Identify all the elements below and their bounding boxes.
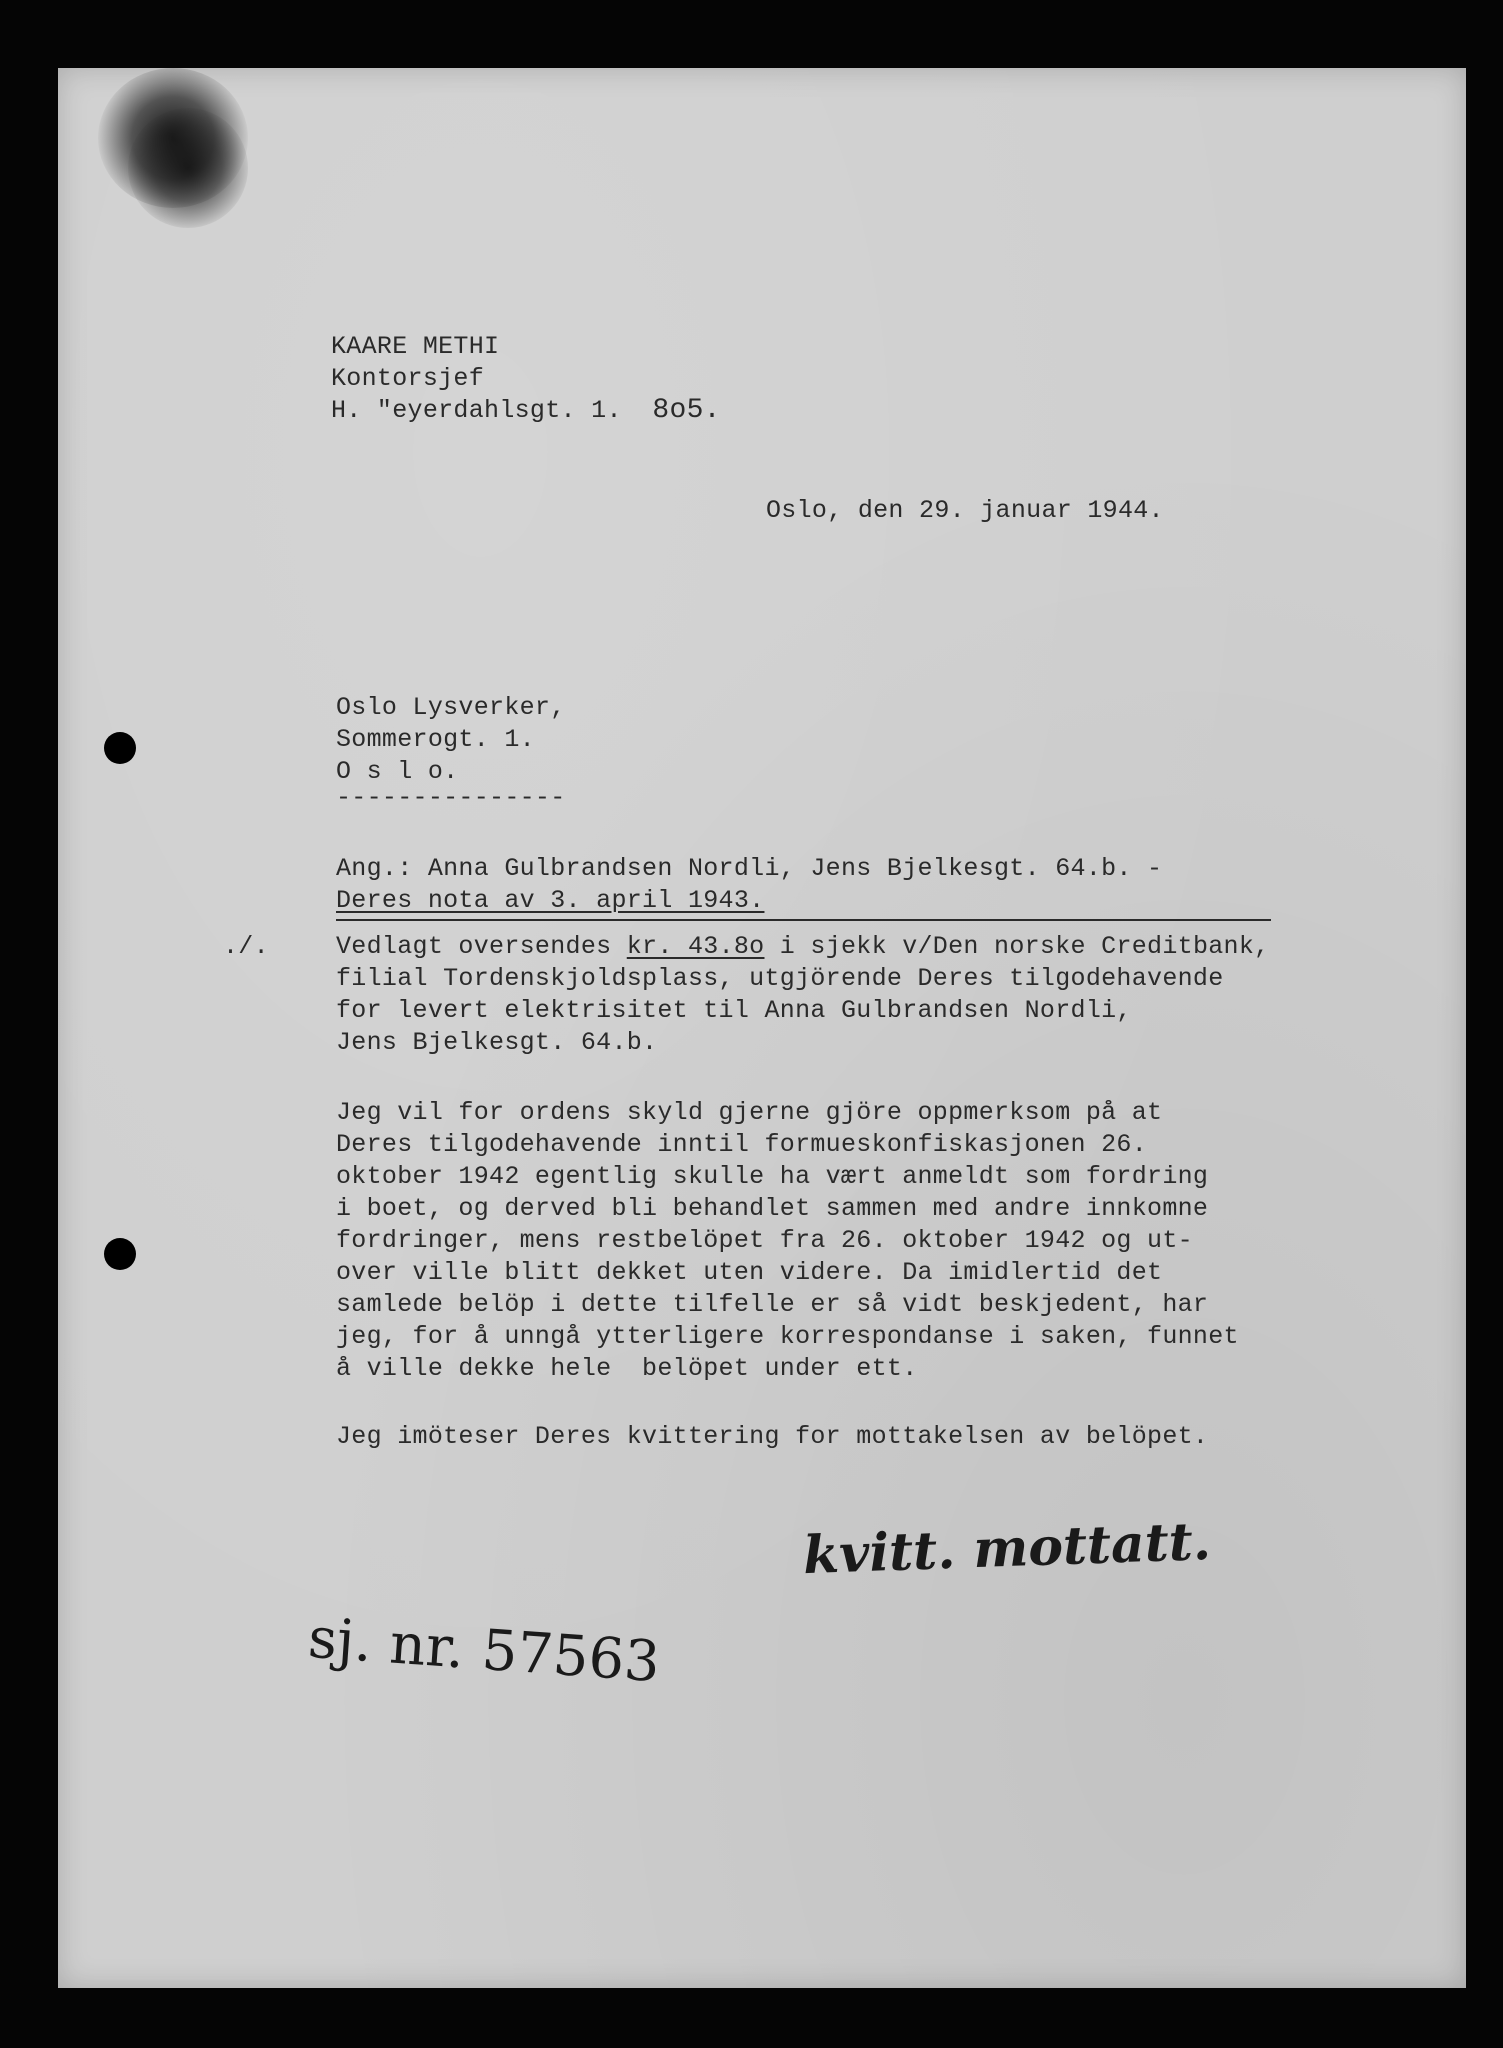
punch-hole <box>104 732 136 764</box>
recipient-line-2: Sommerogt. 1. <box>336 725 535 754</box>
ink-smudge <box>128 108 248 228</box>
paragraph-2-line-2: Deres tilgodehavende inntil formueskonfiskasjonen 26. <box>336 1130 1148 1159</box>
punch-hole <box>104 1238 136 1270</box>
recipient-line-1: Oslo Lysverker, <box>336 693 566 722</box>
paragraph-1-line-2: filial Tordenskjoldsplass, utgjörende Deres tilgodehavende <box>336 964 1224 993</box>
handwritten-journal-number: sj. nr. 57563 <box>306 1605 662 1696</box>
paragraph-2-line-4: i boet, og derved bli behandlet sammen med andre innkomne <box>336 1194 1209 1223</box>
p1-text: i sjekk v/Den norske Creditbank, <box>764 932 1270 961</box>
paragraph-2-line-6: over ville blitt dekket uten videre. Da imidlertid det <box>336 1258 1163 1287</box>
sender-name: KAARE METHI <box>331 332 500 361</box>
p1-text: Vedlagt oversendes <box>336 932 627 961</box>
subject-line-2: Deres nota av 3. april 1943. <box>336 886 765 915</box>
handwritten-receipt-note: kvitt. mottatt. <box>802 1510 1212 1587</box>
letter-page <box>58 68 1466 1988</box>
paragraph-2-line-3: oktober 1942 egentlig skulle ha vært anmeldt som fordring <box>336 1162 1209 1191</box>
amount: kr. 43.8o <box>626 932 765 961</box>
enclosure-mark: ./. <box>223 932 269 961</box>
paragraph-2-line-9: å ville dekke hele belöpet under ett. <box>336 1354 918 1383</box>
subject-rule <box>336 919 1271 921</box>
paragraph-1-line-1 <box>336 932 1269 962</box>
recipient-separator: --------------- <box>336 783 566 812</box>
paragraph-1-line-4: Jens Bjelkesgt. 64.b. <box>336 1028 658 1057</box>
paragraph-2-line-7: samlede belöp i dette tilfelle er så vidt beskjedent, har <box>336 1290 1209 1319</box>
recipient-line-3: O s l o. <box>336 757 459 786</box>
subject-line-1: Ang.: Anna Gulbrandsen Nordli, Jens Bjelkesgt. 64.b. - <box>336 854 1163 883</box>
paragraph-3: Jeg imöteser Deres kvittering for mottakelsen av belöpet. <box>336 1422 1209 1451</box>
paragraph-2-line-8: jeg, for å unngå ytterligere korrespondanse i saken, funnet <box>336 1322 1239 1351</box>
sender-address <box>331 396 721 426</box>
paragraph-2-line-1: Jeg vil for ordens skyld gjerne gjöre oppmerksom på at <box>336 1098 1163 1127</box>
paragraph-2-line-5: fordringer, mens restbelöpet fra 26. oktober 1942 og ut- <box>336 1226 1193 1255</box>
sender-room: 8o5. <box>652 395 721 426</box>
sender-title: Kontorsjef <box>331 364 485 393</box>
paragraph-1-line-3: for levert elektrisitet til Anna Gulbrandsen Nordli, <box>336 996 1132 1025</box>
date-line: Oslo, den 29. januar 1944. <box>766 496 1164 525</box>
sender-street: H. "eyerdahlsgt. 1. <box>331 396 622 425</box>
